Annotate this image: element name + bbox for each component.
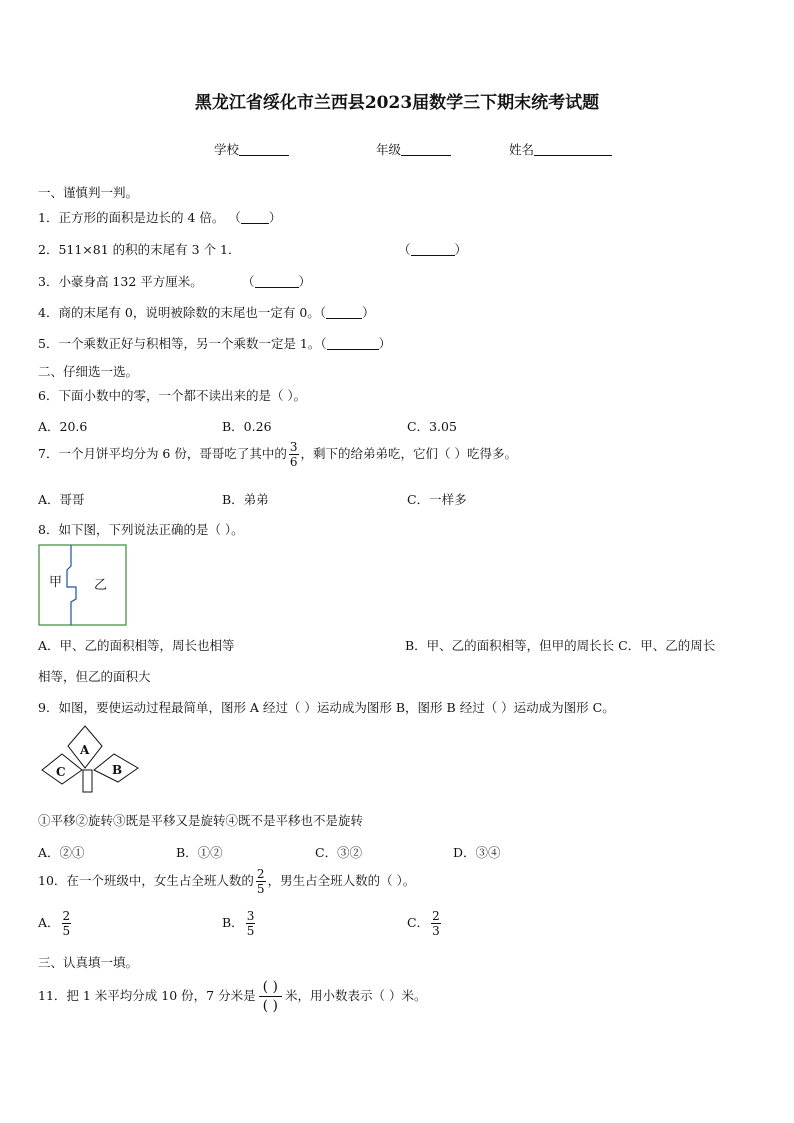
question-7-before: 7．一个月饼平均分为 6 份，哥哥吃了其中的 (38, 446, 287, 461)
q7-option-a[interactable]: A．哥哥 (38, 492, 85, 507)
q10-option-c-den: 3 (432, 924, 440, 938)
question-10 (38, 867, 415, 896)
question-5-close: ） (378, 336, 392, 351)
q10-option-c-label: C． (407, 915, 430, 930)
q9-stem (83, 770, 92, 792)
question-4-text: 4．商的末尾有 0，说明被除数的末尾也一定有 0。（ (38, 305, 327, 320)
q9-figure (38, 724, 142, 796)
question-11-after: 米，用小数表示（ ）米。 (284, 988, 427, 1003)
q7-fraction (289, 440, 299, 469)
school-blank[interactable] (239, 141, 289, 156)
question-7-after: ，剩下的给弟弟吃，它们（ ）吃得多。 (300, 446, 517, 461)
q10-option-a[interactable] (38, 909, 73, 938)
question-5-text: 5．一个乘数正好与积相等，另一个乘数一定是 1。（ (38, 336, 327, 351)
q11-frac-den: ( ) (262, 998, 278, 1014)
section-heading-3: 三、认真填一填。 (38, 955, 139, 970)
q10-option-c-num: 2 (432, 909, 440, 923)
q7-frac-den: 6 (289, 455, 298, 469)
q8-label-yi: 乙 (94, 578, 108, 593)
q9-option-c[interactable]: C．③② (315, 845, 363, 860)
q9-option-b[interactable]: B．①② (176, 845, 223, 860)
name-blank[interactable] (534, 141, 612, 156)
question-1-text: 1．正方形的面积是边长的 4 倍。 （ (38, 210, 241, 225)
q9-legend: ①平移②旋转③既是平移又是旋转④既不是平移也不是旋转 (38, 813, 364, 828)
q10-option-a-den: 5 (62, 924, 71, 938)
name-field (509, 140, 612, 158)
grade-field (376, 140, 451, 158)
q10-option-b-label: B． (222, 915, 244, 930)
q10-frac-den: 5 (256, 882, 265, 896)
q7-option-b[interactable]: B．弟弟 (222, 492, 269, 507)
q11-frac-num: ( ) (259, 978, 282, 997)
q11-fraction[interactable] (259, 978, 282, 1015)
q9-option-d[interactable]: D．③④ (453, 845, 501, 860)
name-label: 姓名 (509, 142, 535, 157)
answer-blank-4[interactable] (326, 305, 362, 319)
q6-option-b[interactable]: B．0.26 (222, 419, 272, 434)
page-title: 黑龙江省绥化市兰西县2023届数学三下期末统考试题 (194, 93, 600, 113)
question-5 (38, 334, 391, 352)
answer-blank-5[interactable] (327, 336, 379, 350)
q9-label-a: A (80, 743, 90, 757)
q8-label-jia: 甲 (49, 575, 63, 590)
question-7 (38, 440, 517, 469)
answer-blank-1[interactable] (241, 210, 269, 224)
q8-option-a[interactable]: A．甲、乙的面积相等，周长也相等 (38, 638, 235, 653)
question-10-after: ，男生占全班人数的（ ）。 (267, 873, 416, 888)
q10-option-c-frac (431, 909, 441, 938)
question-3-open: （ (242, 274, 255, 289)
q10-option-a-frac (62, 909, 72, 938)
q10-option-b-den: 5 (246, 924, 255, 938)
question-4 (38, 303, 375, 321)
q9-option-a[interactable]: A．②① (38, 845, 85, 860)
q7-frac-num: 3 (289, 440, 298, 454)
q9-label-c: C (56, 765, 66, 779)
q8-option-c-cont: 相等，但乙的面积大 (38, 669, 151, 684)
question-2-answer (398, 240, 467, 258)
q10-option-c[interactable] (407, 909, 443, 938)
question-8: 8．如下图，下列说法正确的是（ ）。 (38, 522, 244, 537)
q6-option-c[interactable]: C．3.05 (407, 419, 457, 434)
grade-blank[interactable] (401, 141, 451, 156)
question-1-close: ） (268, 210, 282, 225)
question-3 (38, 272, 203, 290)
question-3-text: 3．小豪身高 132 平方厘米。 (38, 274, 203, 289)
q8-figure (38, 544, 128, 627)
question-2-open: （ (398, 242, 411, 257)
q6-option-a[interactable]: A．20.6 (38, 419, 88, 434)
question-2-close: ） (454, 242, 468, 257)
q10-option-b-num: 3 (246, 909, 255, 923)
q10-option-a-num: 2 (62, 909, 71, 923)
q9-label-b: B (112, 763, 123, 777)
q7-option-c[interactable]: C．一样多 (407, 492, 467, 507)
grade-label: 年级 (376, 142, 402, 157)
q8-divider-line (67, 545, 76, 625)
question-11-before: 11．把 1 米平均分成 10 份，7 分米是 (38, 988, 256, 1003)
q10-fraction (256, 867, 266, 896)
question-6: 6．下面小数中的零，一个都不读出来的是（ ）。 (38, 388, 307, 403)
question-2-text: 2．511×81 的积的末尾有 3 个 1． (38, 242, 241, 257)
q8-option-bc[interactable]: B．甲、乙的面积相等，但甲的周长长 C．甲、乙的周长 (405, 638, 716, 653)
question-10-before: 10．在一个班级中，女生占全班人数的 (38, 873, 254, 888)
question-9: 9．如图，要使运动过程最简单，图形 A 经过（ ）运动成为图形 B，图形 B 经过（ ）运动成为图形 C。 (38, 700, 615, 715)
section-heading-1: 一、谨慎判一判。 (38, 185, 139, 200)
answer-blank-2[interactable] (411, 242, 455, 256)
question-11 (38, 978, 426, 1015)
question-3-close: ） (298, 274, 312, 289)
question-2 (38, 240, 241, 258)
q10-option-b-frac (246, 909, 256, 938)
question-3-answer (242, 272, 311, 290)
q10-option-a-label: A． (38, 915, 60, 930)
section-heading-2: 二、仔细选一选。 (38, 364, 139, 379)
q10-option-b[interactable] (222, 909, 257, 938)
school-label: 学校 (214, 142, 240, 157)
question-1 (38, 208, 281, 226)
answer-blank-3[interactable] (255, 274, 299, 288)
question-4-close: ） (362, 305, 375, 320)
school-field (214, 140, 289, 158)
q10-frac-num: 2 (256, 867, 265, 881)
